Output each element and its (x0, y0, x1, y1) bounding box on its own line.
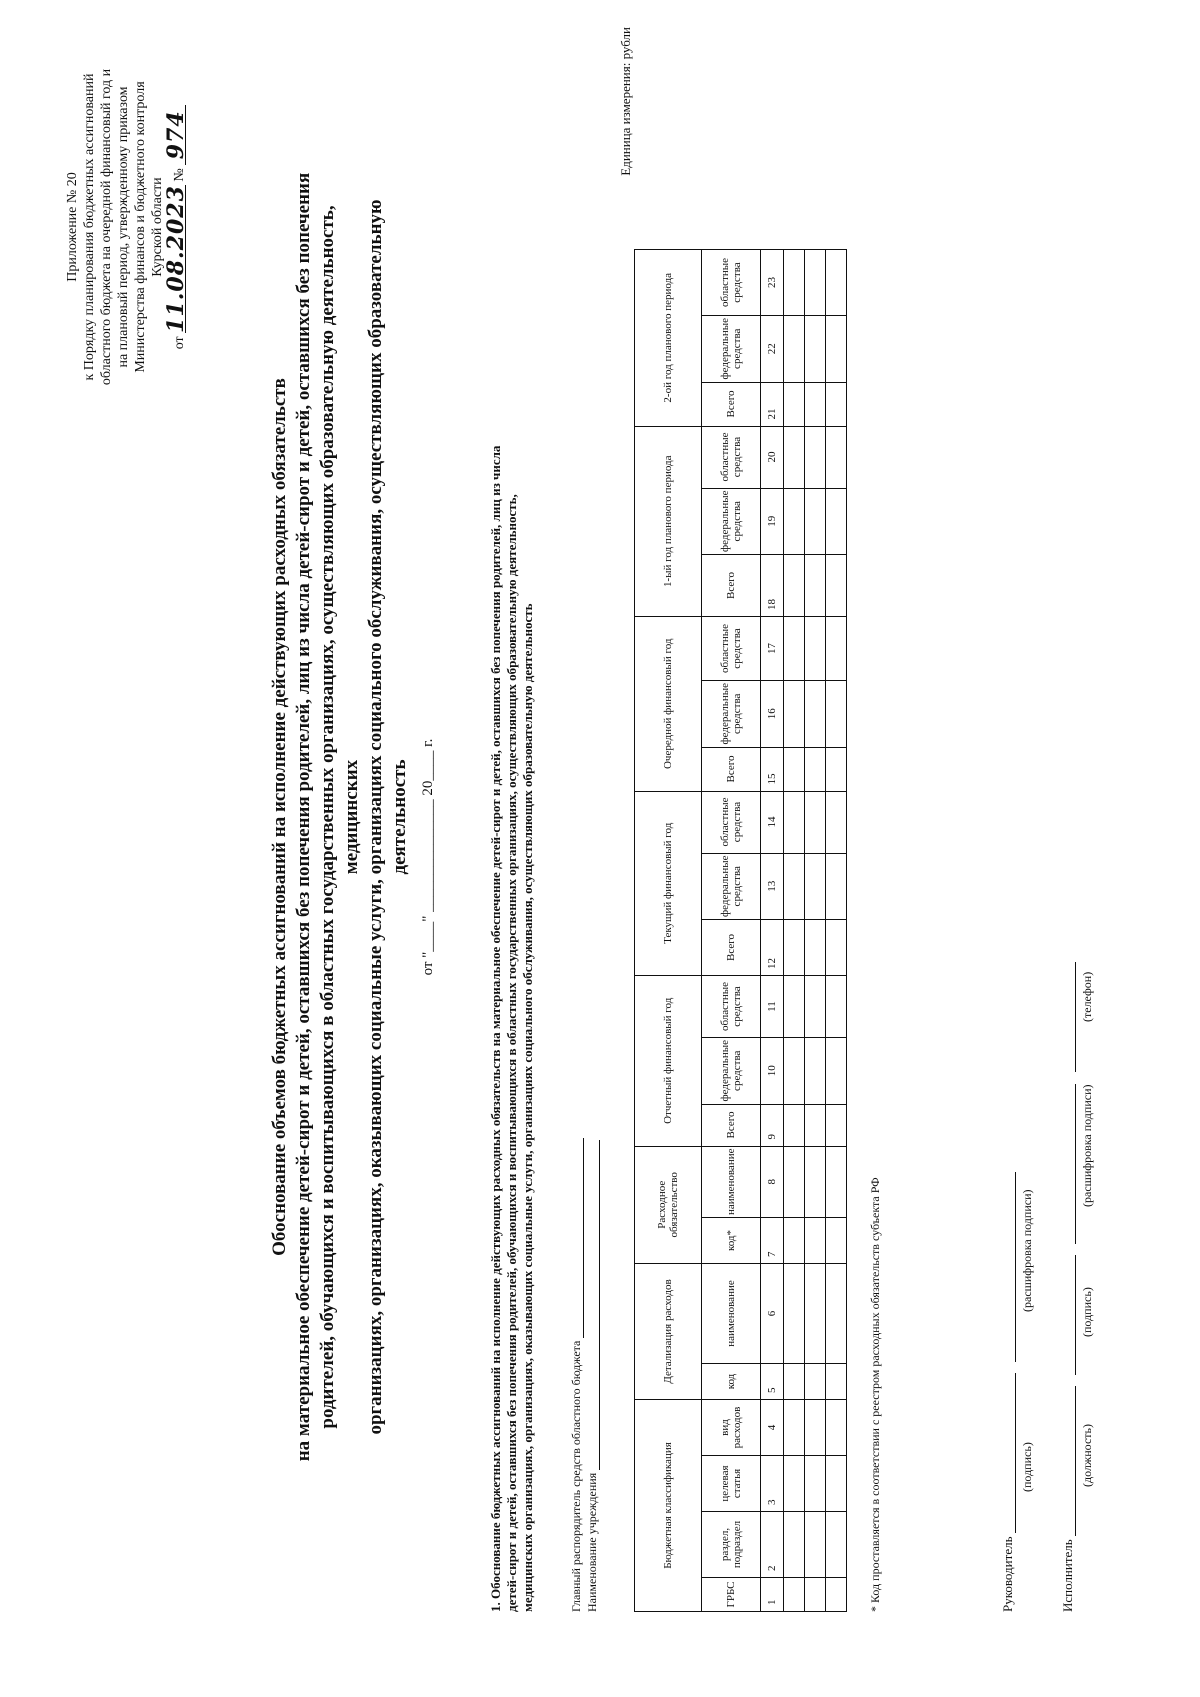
group-plan-year-2: 2-ой год планового периода (635, 250, 702, 427)
col-number: 11 (761, 976, 784, 1038)
head-signature-block (1000, 1012, 1040, 1612)
executor-phone-line[interactable] (1061, 962, 1076, 1072)
appendix-line: областного бюджета на очередной финансовый год и (99, 68, 114, 386)
col-detail-code: код (702, 1364, 761, 1400)
executor-position-line[interactable] (1061, 1386, 1076, 1536)
executor-position-caption: (должность) (1080, 1424, 1094, 1487)
appendix-line: Курской области (150, 177, 165, 277)
col-plan1-federal: федеральные средства (702, 488, 761, 555)
col-number: 18 (761, 555, 784, 617)
appendix-line: Министерства финансов и бюджетного контроля (133, 81, 148, 373)
section-1-heading (488, 22, 536, 1612)
executor-decode-caption: (расшифровка подписи) (1080, 1084, 1094, 1207)
executor-signature-block (1060, 712, 1100, 1612)
main-distributor-line[interactable] (571, 1138, 584, 1338)
institution-line[interactable] (587, 1140, 600, 1470)
col-next-federal: федеральные средства (702, 681, 761, 748)
date-prefix: от (172, 336, 187, 350)
appendix-line: Приложение № 20 (65, 172, 80, 282)
col-grbs: ГРБС (702, 1578, 761, 1612)
title-line: родителей, обучающихся и воспитывающихся в областных государственных организациях, осуществляющих образовательную деятельность, медицинских (317, 205, 362, 1429)
handwritten-number: 974 (168, 105, 186, 165)
col-number: 4 (761, 1400, 784, 1456)
col-report-regional: областные средства (702, 976, 761, 1038)
col-next-total: Всего (702, 747, 761, 791)
distributor-block (568, 1138, 600, 1612)
col-number: 23 (761, 250, 784, 316)
col-report-federal: федеральные средства (702, 1038, 761, 1105)
group-expense-obligation: Расходное обязательство (635, 1146, 702, 1263)
col-number: 21 (761, 382, 784, 426)
head-sign-line[interactable] (1001, 1373, 1016, 1533)
col-number: 5 (761, 1364, 784, 1400)
col-number: 14 (761, 791, 784, 853)
group-next-year: Очередной финансовый год (635, 617, 702, 792)
col-expense-kind: вид расходов (702, 1400, 761, 1456)
section-line: детей-сирот и детей, оставшихся без попечения родителей, обучающихся и воспитывающихся в областных государственных организациях, осуществляющих образовательную деятельность, (504, 494, 519, 1612)
head-decode-line[interactable] (1001, 1172, 1016, 1362)
executor-sign-caption: (подпись) (1080, 1287, 1094, 1337)
group-budget-classification: Бюджетная классификация (635, 1400, 702, 1612)
col-report-total: Всего (702, 1104, 761, 1146)
col-plan1-regional: областные средства (702, 426, 761, 488)
document-date-line: от "____" _______________ 20____ г. (420, 738, 436, 976)
col-number: 9 (761, 1104, 784, 1146)
col-current-federal: федеральные средства (702, 853, 761, 920)
units-label: Единица измерения: рубли (618, 27, 633, 176)
col-plan1-total: Всего (702, 555, 761, 617)
title-line: Обоснование объемов бюджетных ассигнований на исполнение действующих расходных обязательств (269, 378, 290, 1256)
title-line: на материальное обеспечение детей-сирот и детей, оставшихся без попечения родителей, лиц из числа детей-сирот и детей, оставшихся без попечения (293, 172, 314, 1462)
title-line: организациях, организациях, оказывающих социальные услуги, организациях социального обслуживания, осуществляющих образовательную деятельность (365, 199, 410, 1435)
col-detail-name: наименование (702, 1264, 761, 1364)
table-row[interactable] (784, 250, 805, 1612)
col-number: 17 (761, 617, 784, 681)
col-number: 2 (761, 1512, 784, 1578)
head-label: Руководитель (1000, 1536, 1015, 1612)
col-number: 22 (761, 316, 784, 383)
col-plan2-regional: областные средства (702, 250, 761, 316)
footnote: * Код проставляется в соответствии с реестром расходных обязательств субъекта РФ (868, 1177, 882, 1612)
executor-phone-caption: (телефон) (1080, 971, 1094, 1022)
table-group-header-row (635, 250, 702, 1612)
handwritten-date: 11.08.2023 (163, 185, 189, 333)
head-decode-caption: (расшифровка подписи) (1020, 1189, 1034, 1312)
budget-table (634, 249, 847, 1612)
institution-label: Наименование учреждения (585, 1472, 599, 1612)
section-line: медицинских организациях, организациях, оказывающих социальные услуги, организациях социального обслуживания, осуществляющих образовательную деятельность (520, 603, 535, 1612)
col-number: 1 (761, 1578, 784, 1612)
executor-sign-line[interactable] (1061, 1255, 1076, 1375)
col-number: 8 (761, 1146, 784, 1217)
group-plan-year-1: 1-ый год планового периода (635, 426, 702, 617)
table-row[interactable] (826, 250, 847, 1612)
col-target-article: целевая статья (702, 1456, 761, 1512)
appendix-date-line (163, 37, 189, 417)
col-number: 19 (761, 488, 784, 555)
document-title (268, 167, 412, 1467)
group-current-year: Текущий финансовый год (635, 791, 702, 976)
col-section: раздел, подраздел (702, 1512, 761, 1578)
col-number: 12 (761, 920, 784, 976)
col-number: 10 (761, 1038, 784, 1105)
executor-label: Исполнитель (1060, 1539, 1075, 1612)
col-obligation-code: код* (702, 1218, 761, 1264)
col-current-total: Всего (702, 920, 761, 976)
col-next-regional: областные средства (702, 617, 761, 681)
col-number: 13 (761, 853, 784, 920)
table-column-header-row (702, 250, 761, 1612)
appendix-header (64, 37, 188, 417)
col-current-regional: областные средства (702, 791, 761, 853)
col-plan2-total: Всего (702, 382, 761, 426)
col-number: 6 (761, 1264, 784, 1364)
table-row[interactable] (805, 250, 826, 1612)
number-prefix: № (172, 168, 187, 182)
executor-decode-line[interactable] (1061, 1084, 1076, 1244)
col-number: 15 (761, 747, 784, 791)
col-obligation-name: наименование (702, 1146, 761, 1217)
appendix-line: на плановый период, утвержденному приказом (116, 86, 131, 368)
main-distributor-label: Главный распорядитель средств областного бюджета (569, 1340, 583, 1612)
col-number: 3 (761, 1456, 784, 1512)
group-reporting-year: Отчетный финансовый год (635, 976, 702, 1147)
head-sign-caption: (подпись) (1020, 1442, 1034, 1492)
section-line: 1. Обоснование бюджетных ассигнований на исполнение действующих расходных обязательств на материальное обеспечение детей-сирот и детей, оставшихся без попечения родителей, лиц из числа (488, 445, 503, 1612)
col-number: 20 (761, 426, 784, 488)
group-expense-detail: Детализация расходов (635, 1264, 702, 1400)
appendix-line: к Порядку планирования бюджетных ассигнований (82, 73, 97, 381)
col-plan2-federal: федеральные средства (702, 316, 761, 383)
col-number: 7 (761, 1218, 784, 1264)
table-number-row (761, 250, 784, 1612)
col-number: 16 (761, 681, 784, 748)
